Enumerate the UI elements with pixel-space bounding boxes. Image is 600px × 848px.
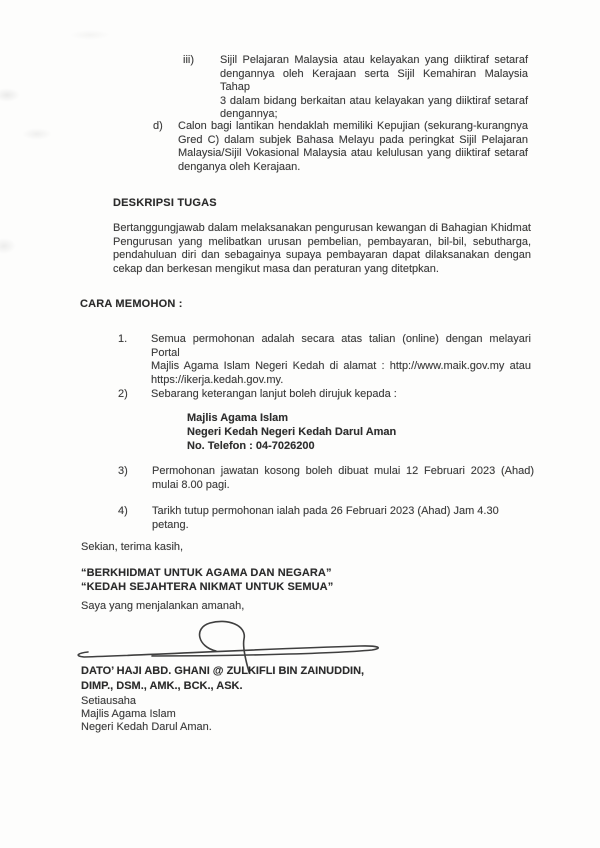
contact-block: Majlis Agama Islam Negeri Kedah Negeri Kedah Darul Aman No. Telefon : 04-7026200 <box>187 412 397 452</box>
signatory-org-1: Majlis Agama Islam <box>81 707 176 720</box>
signatory-name: DATO’ HAJI ABD. GHANI @ ZULKIFLI BIN ZAINUDDIN, <box>81 665 365 677</box>
list-marker: d) <box>153 120 163 132</box>
list-marker: 2) <box>118 388 128 400</box>
list-marker: 3) <box>118 465 128 477</box>
list-item-text: Semua permohonan adalah secara atas talian (online) dengan melayari Portal Majlis Agama Islam Negeri Kedah di alamat : http://www.maik.gov.my atau https://ikerja.kedah.gov.my. <box>151 333 531 386</box>
list-marker: 1. <box>118 333 128 345</box>
signatory-org-2: Negeri Kedah Darul Aman. <box>81 721 212 734</box>
list-item-text: Sebarang keterangan lanjut boleh dirujuk kepada : <box>151 388 397 400</box>
signatory-block <box>81 664 364 735</box>
section-heading-deskripsi-tugas: DESKRIPSI TUGAS <box>113 197 217 209</box>
list-item-text: Permohonan jawatan kosong boleh dibuat mulai 12 Februari 2023 (Ahad) mulai 8.00 pagi. <box>152 465 534 491</box>
closing-thanks: Sekian, terima kasih, <box>81 541 184 553</box>
signatory-honorifics: DIMP., DSM., AMK., BCK., ASK. <box>81 679 243 692</box>
cara-item-1 <box>0 333 600 387</box>
cara-item-3 <box>0 465 600 492</box>
closing-salutation: Saya yang menjalankan amanah, <box>81 600 245 612</box>
list-marker: iii) <box>183 54 194 66</box>
paragraph-deskripsi: Bertanggungjawab dalam melaksanakan pengurusan kewangan di Bahagian Khidmat Pengurusan yang melibatkan urusan pembelian, pembayaran, bil-bil, sebutharga, pendahuluan diri dan sebagainya supaya pembayaran dapat dilaksanakan dengan cekap dan berkesan mengikut masa dan peraturan yang ditetpkan. <box>113 222 531 275</box>
scan-smudge <box>0 238 16 254</box>
cara-item-2 <box>0 388 600 402</box>
list-item-text: Sijil Pelajaran Malaysia atau kelayakan yang diiktiraf setaraf dengannya oleh Kerajaan serta Sijil Kemahiran Malaysia Tahap 3 dalam bidang berkaitan atau kelayakan yang diiktiraf setaraf dengannya; <box>220 54 528 120</box>
qualification-item-d <box>0 120 600 174</box>
scan-smudge <box>70 30 110 40</box>
list-item-text: Calon bagi lantikan hendaklah memiliki Kepujian (sekurang-kurangnya Gred C) dalam subjek Bahasa Melayu pada peringkat Sijil Pelajaran Malaysia/Sijil Vokasional Malaysia atau kelulusan yang diiktiraf setaraf denganya oleh Kerajaan. <box>178 120 528 173</box>
section-heading-cara-memohon: CARA MEMOHON : <box>80 298 183 310</box>
cara-item-4 <box>0 505 600 532</box>
motto-line-2: “KEDAH SEJAHTERA NIKMAT UNTUK SEMUA” <box>81 580 334 593</box>
motto-block <box>81 567 333 594</box>
list-marker: 4) <box>118 505 128 517</box>
qualification-item-iii <box>0 54 600 122</box>
motto-line-1: “BERKHIDMAT UNTUK AGAMA DAN NEGARA” <box>81 567 332 579</box>
signatory-title: Setiausaha <box>81 694 137 707</box>
list-item-text: Tarikh tutup permohonan ialah pada 26 Februari 2023 (Ahad) Jam 4.30 petang. <box>152 505 499 531</box>
